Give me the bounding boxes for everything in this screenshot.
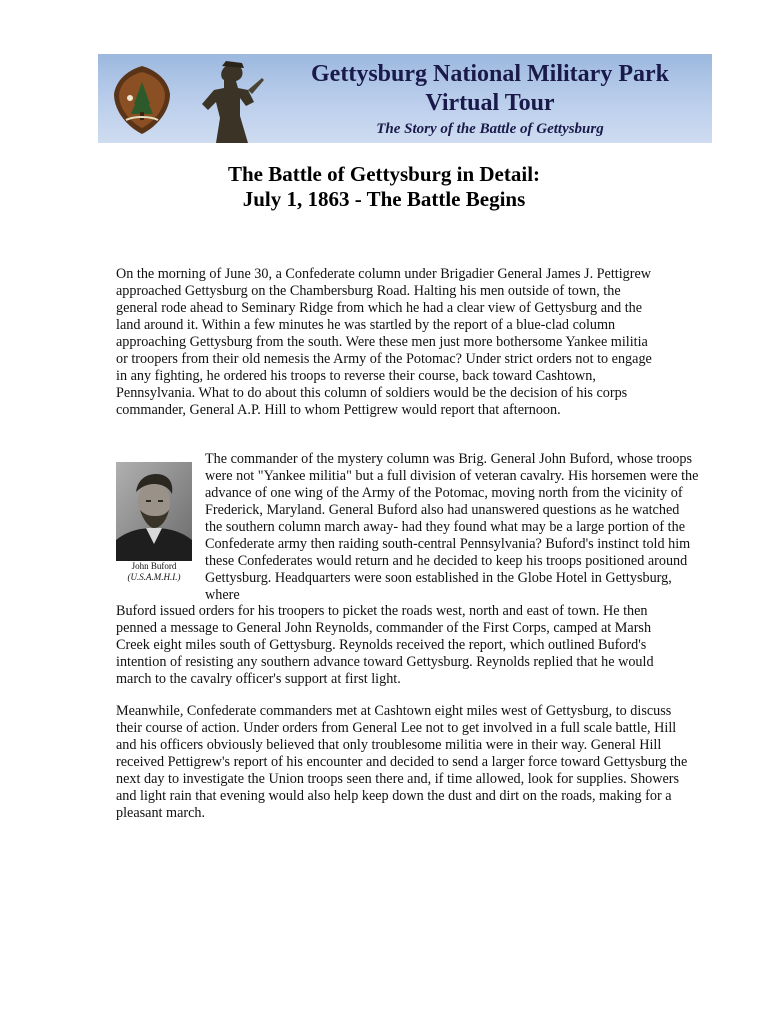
portrait-caption-credit: (U.S.A.M.H.I.): [127, 572, 181, 582]
banner-tagline: The Story of the Battle of Gettysburg: [376, 121, 604, 137]
paragraph-1: On the morning of June 30, a Confederate column under Brigadier General James J. Pettigrew approached Gettysburg on the Chambersburg Road. Halting his men outside of town, the general rode ahead to Seminary Ridge from which he had a clear view of Gettysburg and the land around it. Within a few minutes he was startled by the report of a blue-clad column approaching Gettysburg from the south. Were these men just more bothersome Yankee militia or troopers from their old nemesis the Army of the Potomac? Under strict orders not to engage in any fighting, he ordered his troops to reverse their course, back toward Cashtown, Pennsylvania. What to do about this column of soldiers would be the decision of his corps commander, General A.P. Hill to whom Pettigrew would report that afternoon.: [116, 266, 652, 418]
nps-arrowhead-icon: [112, 64, 172, 136]
header-banner: [98, 54, 712, 143]
page-title: The Battle of Gettysburg in Detail:: [227, 162, 541, 186]
portrait-caption-name: John Buford: [131, 561, 177, 571]
soldier-statue-icon: [196, 58, 268, 143]
paragraph-2-continued: Buford issued orders for his troopers to picket the roads west, north and east of town. He then penned a message to General John Reynolds, commander of the First Corps, camped at Marsh Creek eight miles south of Gettysburg. Reynolds received the report, which outlined Buford's intention of resisting any southern advance toward Gettysburg. Reynolds replied that he would march to the cavalry officer's support at first light.: [116, 603, 654, 687]
portrait-photo: [116, 462, 192, 561]
banner-subtitle: Virtual Tour: [425, 90, 555, 116]
paragraph-2-wrapped: The commander of the mystery column was Brig. General John Buford, whose troops were not "Yankee militia" but a full division of veteran cavalry. His horsemen were the advance of one wing of the Army of the Potomac, moving north from the vicinity of Frederick, Maryland. General Buford also had unanswered questions as he watched the southern column march away- had they found what may be a large portion of the Confederate army then raiding south-central Pennsylvania? Buford's instinct told him these Confederates would return and he decided to keep his troops positioned around Gettysburg. Headquarters were soon established in the Globe Hotel in Gettysburg, where: [205, 451, 699, 603]
page-subtitle: July 1, 1863 - The Battle Begins: [242, 187, 526, 211]
paragraph-3: Meanwhile, Confederate commanders met at Cashtown eight miles west of Gettysburg, to discuss their course of action. Under orders from General Lee not to get involved in a full scale battle, Hill and his officers obviously believed that only troublesome militia were in their way. General Hill received Pettigrew's report of his encounter and decided to send a larger force toward Gettysburg the next day to investigate the Union troops seen there and, if time allowed, look for supplies. Showers and light rain that evening would also help keep down the dust and dirt on the roads, making for a pleasant march.: [116, 703, 688, 821]
portrait-john-buford: [116, 462, 192, 561]
banner-title: Gettysburg National Military Park: [311, 61, 669, 87]
